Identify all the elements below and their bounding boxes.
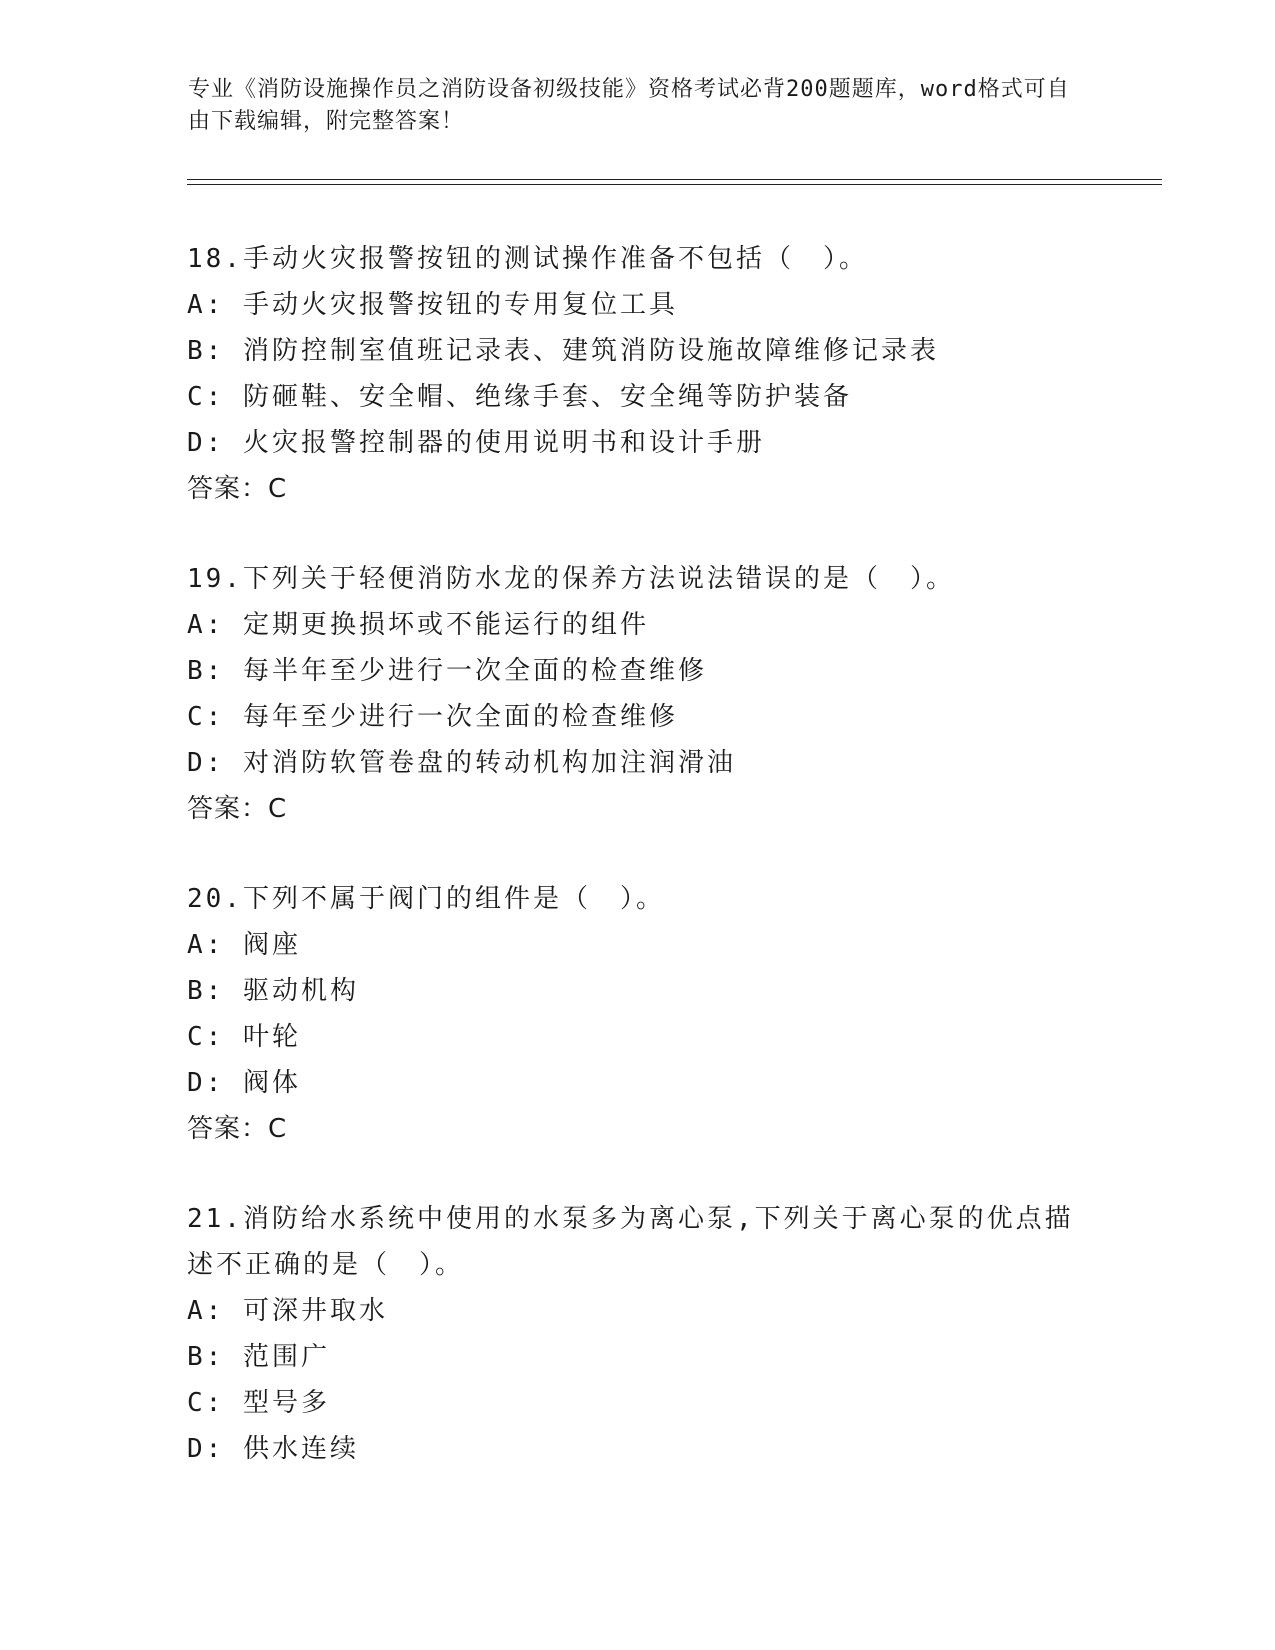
header-divider-top	[187, 179, 1162, 180]
option-c: C: 每年至少进行一次全面的检查维修	[187, 702, 678, 732]
question-21	[187, 1196, 1077, 1472]
option-d: D: 火灾报警控制器的使用说明书和设计手册	[187, 428, 765, 458]
option-a: A: 定期更换损坏或不能运行的组件	[187, 610, 649, 640]
question-list	[187, 236, 1077, 1516]
answer-text: 答案：C	[187, 474, 288, 504]
option-c: C: 叶轮	[187, 1022, 301, 1052]
option-d: D: 对消防软管卷盘的转动机构加注润滑油	[187, 748, 736, 778]
question-20	[187, 876, 1077, 1152]
answer-text: 答案：C	[187, 1114, 288, 1144]
answer-text: 答案：C	[187, 794, 288, 824]
option-d: D: 供水连续	[187, 1434, 359, 1464]
option-c: C: 防砸鞋、安全帽、绝缘手套、安全绳等防护装备	[187, 382, 852, 412]
header-divider-bottom	[187, 184, 1162, 185]
question-19	[187, 556, 1077, 832]
option-d: D: 阀体	[187, 1068, 301, 1098]
option-b: B: 驱动机构	[187, 976, 359, 1006]
question-18	[187, 236, 1077, 512]
option-a: A: 阀座	[187, 930, 301, 960]
document-header: 专业《消防设施操作员之消防设备初级技能》资格考试必背200题题库，word格式可自由下载编辑，附完整答案！	[188, 77, 1070, 134]
option-a: A: 可深井取水	[187, 1296, 388, 1326]
question-stem: 20.下列不属于阀门的组件是（ ）。	[187, 884, 665, 914]
option-b: B: 每半年至少进行一次全面的检查维修	[187, 656, 707, 686]
option-b: B: 消防控制室值班记录表、建筑消防设施故障维修记录表	[187, 336, 939, 366]
option-c: C: 型号多	[187, 1388, 330, 1418]
question-stem: 19.下列关于轻便消防水龙的保养方法说法错误的是（ ）。	[187, 564, 955, 594]
option-b: B: 范围广	[187, 1342, 330, 1372]
question-stem: 18.手动火灾报警按钮的测试操作准备不包括（ ）。	[187, 244, 868, 274]
question-stem: 21.消防给水系统中使用的水泵多为离心泵,下列关于离心泵的优点描述不正确的是（ ）。	[187, 1204, 1074, 1280]
option-a: A: 手动火灾报警按钮的专用复位工具	[187, 290, 678, 320]
